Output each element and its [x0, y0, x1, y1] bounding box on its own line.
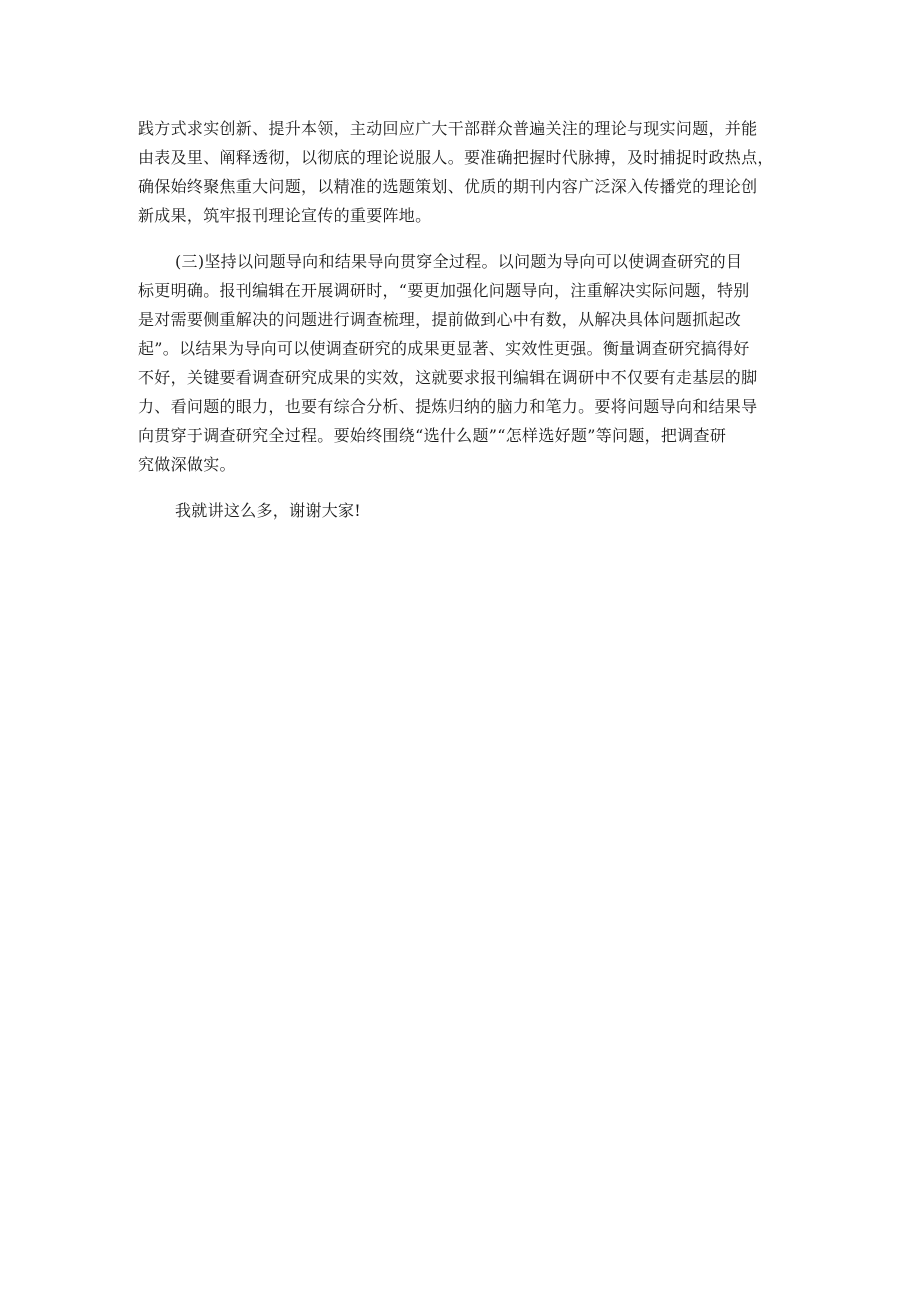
document-body: [138, 114, 798, 542]
text-line: 由表及里、阐释透彻，以彻底的理论说服人。要准确把握时代脉搏，及时捕捉时政热点，: [138, 148, 774, 167]
text-line: 向贯穿于调查研究全过程。要始终围绕“选什么题”“怎样选好题”等问题，把调查研: [138, 426, 727, 445]
paragraph-2: [138, 247, 798, 479]
text-line: 确保始终聚焦重大问题，以精准的选题策划、优质的期刊内容广泛深入传播党的理论创: [138, 177, 758, 196]
paragraph-1: [138, 114, 798, 230]
text-line: 不好，关键要看调查研究成果的实效，这就要求报刊编辑在调研中不仅要有走基层的脚: [138, 368, 758, 387]
text-line: 究做深做实。: [138, 455, 236, 474]
text-line: 力、看问题的眼力，也要有综合分析、提炼归纳的脑力和笔力。要将问题导向和结果导: [138, 397, 758, 416]
text-line: (三)坚持以问题导向和结果导向贯穿全过程。以问题为导向可以使调查研究的目: [175, 252, 743, 271]
text-line: 新成果，筑牢报刊理论宣传的重要阵地。: [138, 206, 432, 225]
text-line: 起”。以结果为导向可以使调查研究的成果更显著、实效性更强。衡量调查研究搞得好: [138, 339, 750, 358]
text-line: 是对需要侧重解决的问题进行调查梳理，提前做到心中有数，从解决具体问题抓起改: [138, 310, 742, 329]
text-line: 我就讲这么多，谢谢大家!: [175, 501, 362, 520]
text-line: 标更明确。报刊编辑在开展调研时，“要更加强化问题导向，注重解决实际问题，特别: [138, 281, 750, 300]
text-line: 践方式求实创新、提升本领，主动回应广大干部群众普遍关注的理论与现实问题，并能: [138, 119, 758, 138]
paragraph-3: [138, 496, 798, 525]
